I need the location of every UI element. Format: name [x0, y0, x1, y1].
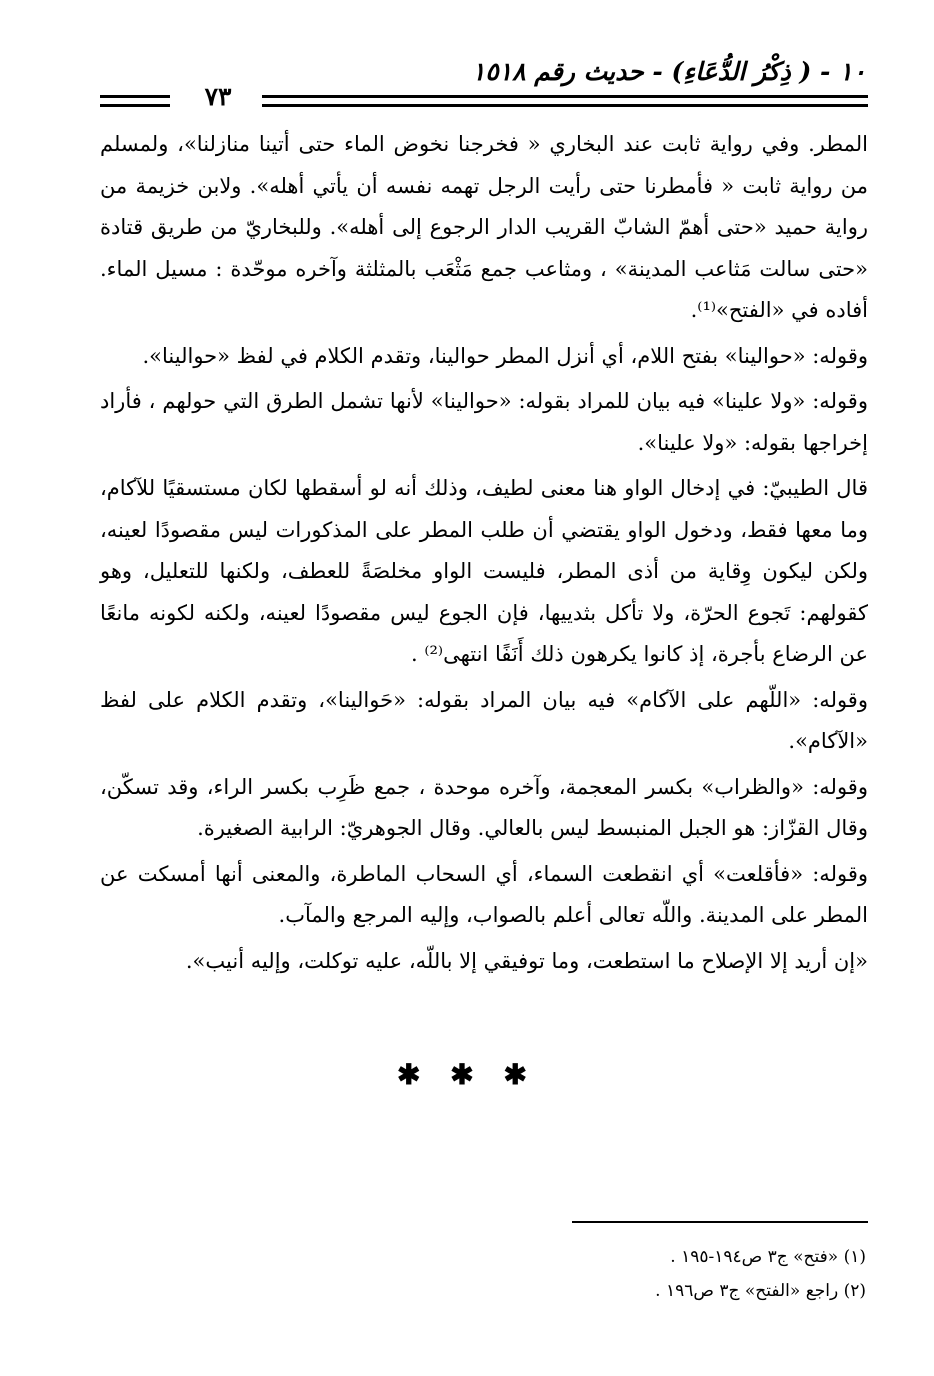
page-number: ٧٣ [204, 82, 232, 111]
paragraph: وقوله: «فأقلعت» أي انقطعت السماء، أي السحاب الماطرة، والمعنى أنها أمسكت عن المطر على المدينة. واللّه تعالى أعلم بالصواب، وإليه المرجع والمآب. [100, 861, 868, 927]
paragraph: قال الطيبيّ: في إدخال الواو هنا معنى لطيف، وذلك أنه لو أسقطها لكان مستسقيًا للآكام، وما معها فقط، ودخول الواو يقتضي أن طلب المطر على المذكورات ليس مقصودًا لعينه، ولكن ليكون وِقاية من أذى المطر، فليست الواو مخلصَةً للعطف، ولكنها للتعليل، وهو كقولهم: تَجوع الحرّة، ولا تأكل بثدييها، فإن الجوع ليس مقصودًا لعينه، ولكنه لكونه مانعًا عن الرضاع بأجرة، إذ كانوا يكرهون ذلك أَنَفًا انتهى⁽²⁾ . [100, 476, 868, 666]
paragraph: وقوله: «اللّهم على الآكام» فيه بيان المراد بقوله: «حَوالينا»، وتقدم الكلام على لفظ «الآكام». [100, 687, 868, 753]
paragraph: وقوله: «والظراب» بكسر المعجمة، وآخره موحدة ، جمع ظَرِب بكسر الراء، وقد تسكّن، وقال القزّاز: هو الجبل المنبسط ليس بالعالي. وقال الجوهريّ: الرابية الصغيرة. [100, 774, 868, 840]
paragraph: وقوله: «حوالينا» بفتح اللام، أي أنزل المطر حوالينا، وتقدم الكلام في لفظ «حوالينا». [142, 343, 868, 368]
header-rule [100, 95, 170, 98]
footnotes [366, 1240, 866, 1308]
paragraph: المطر. وفي رواية ثابت عند البخاري « فخرجنا نخوض الماء حتى أتينا منازلنا»، ولمسلم من رواية ثابت « فأمطرنا حتى رأيت الرجل تهمه نفسه أن يأتي أهله». ولابن خزيمة من رواية حميد «حتى أهمّ الشابّ القريب الدار الرجوع إلى أهله». وللبخاريّ من طريق قتادة «حتى سالت مَثاعب المدينة» ، ومثاعب جمع مَثْعَب بالمثلثة وآخره موحّدة : مسيل الماء. أفاده في «الفتح»⁽¹⁾. [100, 132, 868, 322]
main-text [100, 124, 868, 986]
header-rule [262, 104, 868, 107]
running-header: ١٠ - ( ذِكْرُ الدُّعَاءِ) - حديث رقم ١٥١٨ [471, 57, 866, 86]
paragraph: وقوله: «ولا علينا» فيه بيان للمراد بقوله: «حوالينا» لأنها تشمل الطرق التي حولهم ، فأراد إخراجها بقوله: «ولا علينا». [100, 389, 868, 455]
footnote: (٢) راجع «الفتح» ج٣ ص١٩٦ . [655, 1281, 866, 1301]
section-separator: ✱ ✱ ✱ [397, 1058, 537, 1091]
header-rule [100, 104, 170, 107]
header-rule [262, 95, 868, 98]
paragraph: «إن أريد إلا الإصلاح ما استطعت، وما توفيقي إلا باللّه، عليه توكلت، وإليه أنيب». [185, 948, 868, 973]
footnote-divider [572, 1221, 868, 1223]
footnote: (١) «فتح» ج٣ ص١٩٤-١٩٥ . [670, 1247, 866, 1267]
